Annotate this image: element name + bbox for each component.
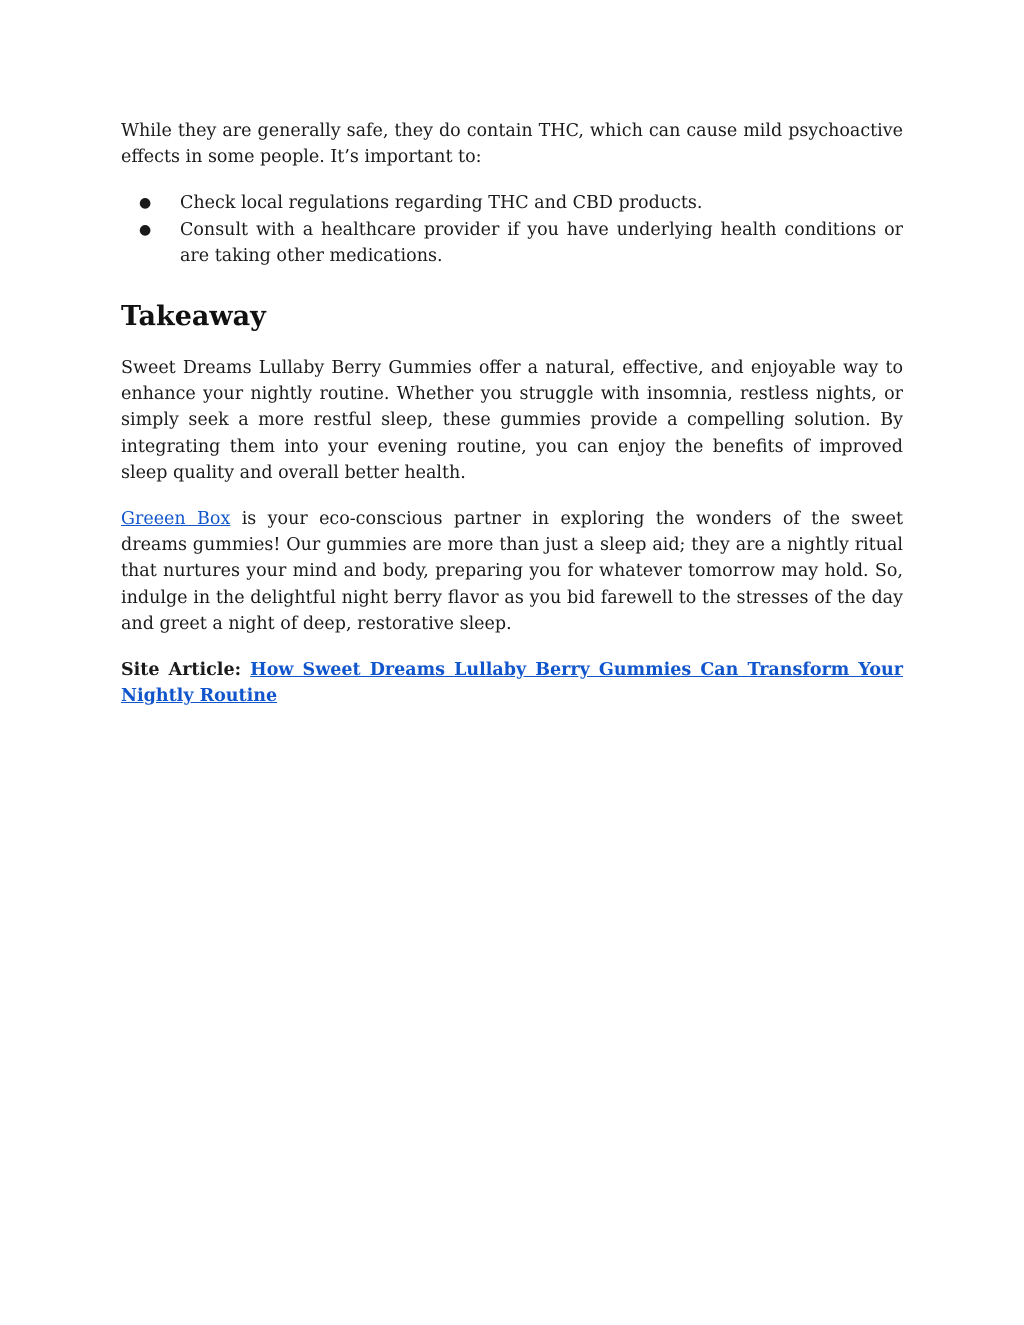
site-article-link[interactable]: How Sweet Dreams Lullaby Berry Gummies Can Transform Your Nightly Routine bbox=[121, 660, 903, 707]
takeaway-heading: Takeaway bbox=[121, 301, 266, 333]
bullet-icon: ● bbox=[139, 195, 152, 212]
bullet-icon: ● bbox=[139, 221, 152, 238]
intro-paragraph: While they are generally safe, they do contain THC, which can cause mild psychoactive effects in some people. It’s important to: bbox=[121, 121, 903, 168]
document-page bbox=[121, 118, 903, 709]
takeaway-paragraph: Sweet Dreams Lullaby Berry Gummies offer a natural, effective, and enjoyable way to enhance your nightly routine. Whether you struggle with insomnia, restless nights, or simply seek a more restful sleep, these gummies provide a compelling solution. By integrating them into your evening routine, you can enjoy the benefits of improved sleep quality and overall better health. bbox=[121, 358, 903, 483]
precautions-list bbox=[121, 190, 903, 269]
list-item bbox=[121, 190, 903, 216]
site-article-label: Site Article: bbox=[121, 660, 242, 681]
site-article-line bbox=[121, 657, 903, 709]
brand-paragraph-text: is your eco-conscious partner in exploring the wonders of the sweet dreams gummies! Our gummies are more than just a sleep aid; they are a nightly ritual that nurtures your mind and body, preparing you for whatever tomorrow may hold. So, indulge in the delightful night berry flavor as you bid farewell to the stresses of the day and greet a night of deep, restorative sleep. bbox=[121, 509, 904, 634]
list-item-text: Check local regulations regarding THC and CBD products. bbox=[180, 193, 703, 214]
greeen-box-link[interactable]: Greeen Box bbox=[121, 509, 231, 530]
brand-paragraph bbox=[121, 506, 903, 637]
list-item bbox=[121, 217, 903, 269]
list-item-text: Consult with a healthcare provider if you have underlying health conditions or are taking other medications. bbox=[180, 219, 903, 266]
